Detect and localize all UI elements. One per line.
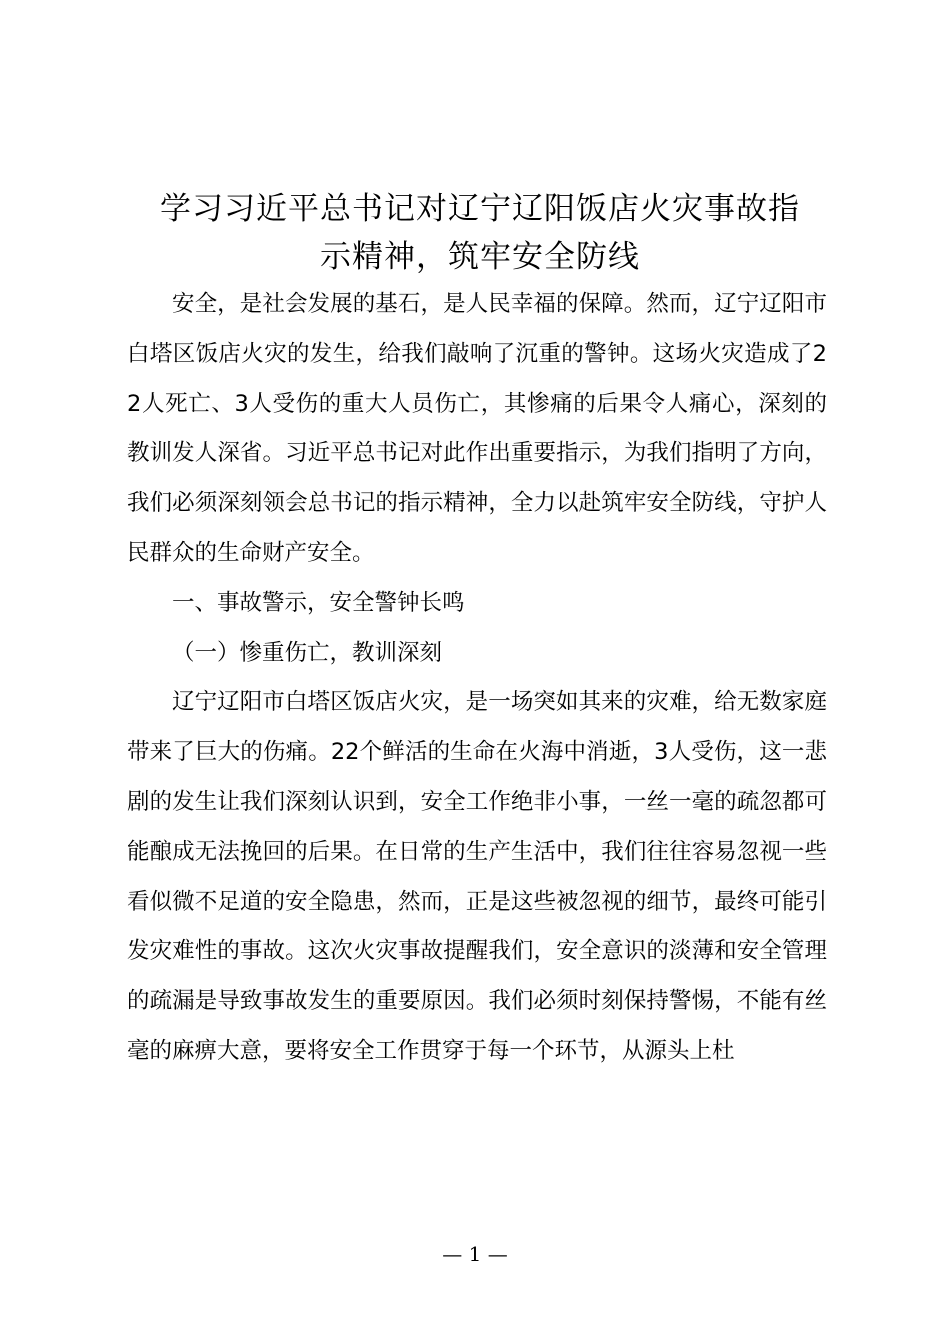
section-heading: 一、事故警示，安全警钟长鸣 — [172, 589, 465, 616]
page-number: — 1 — — [442, 1242, 508, 1266]
title-line-1: 学习习近平总书记对辽宁辽阳饭店火灾事故指 — [160, 191, 800, 227]
document-title — [118, 185, 842, 281]
title-line-2: 示精神，筑牢安全防线 — [320, 239, 640, 275]
body-paragraph: 辽宁辽阳市白塔区饭店火灾，是一场突如其来的灾难，给无数家庭带来了巨大的伤痛。22个鲜活的生命在火海中消逝，3人受伤，这一悲剧的发生让我们深刻认识到，安全工作绝非小事，一丝一毫的疏忽都可能酿成无法挽回的后果。在日常的生产生活中，我们往往容易忽视一些看似微不足道的安全隐患，然而，正是这些被忽视的细节，最终可能引发灾难性的事故。这次火灾事故提醒我们，安全意识的淡薄和安全管理的疏漏是导致事故发生的重要原因。我们必须时刻保持警惕，不能有丝毫的麻痹大意，要将安全工作贯穿于每一个环节，从源头上杜 — [127, 689, 827, 1064]
subsection-heading: （一）惨重伤亡，教训深刻 — [172, 639, 443, 666]
document-body — [127, 280, 827, 1077]
intro-paragraph: 安全，是社会发展的基石，是人民幸福的保障。然而，辽宁辽阳市白塔区饭店火灾的发生，给我们敲响了沉重的警钟。这场火灾造成了22人死亡、3人受伤的重大人员伤亡，其惨痛的后果令人痛心，深刻的教训发人深省。习近平总书记对此作出重要指示，为我们指明了方向，我们必须深刻领会总书记的指示精神，全力以赴筑牢安全防线，守护人民群众的生命财产安全。 — [127, 291, 827, 566]
